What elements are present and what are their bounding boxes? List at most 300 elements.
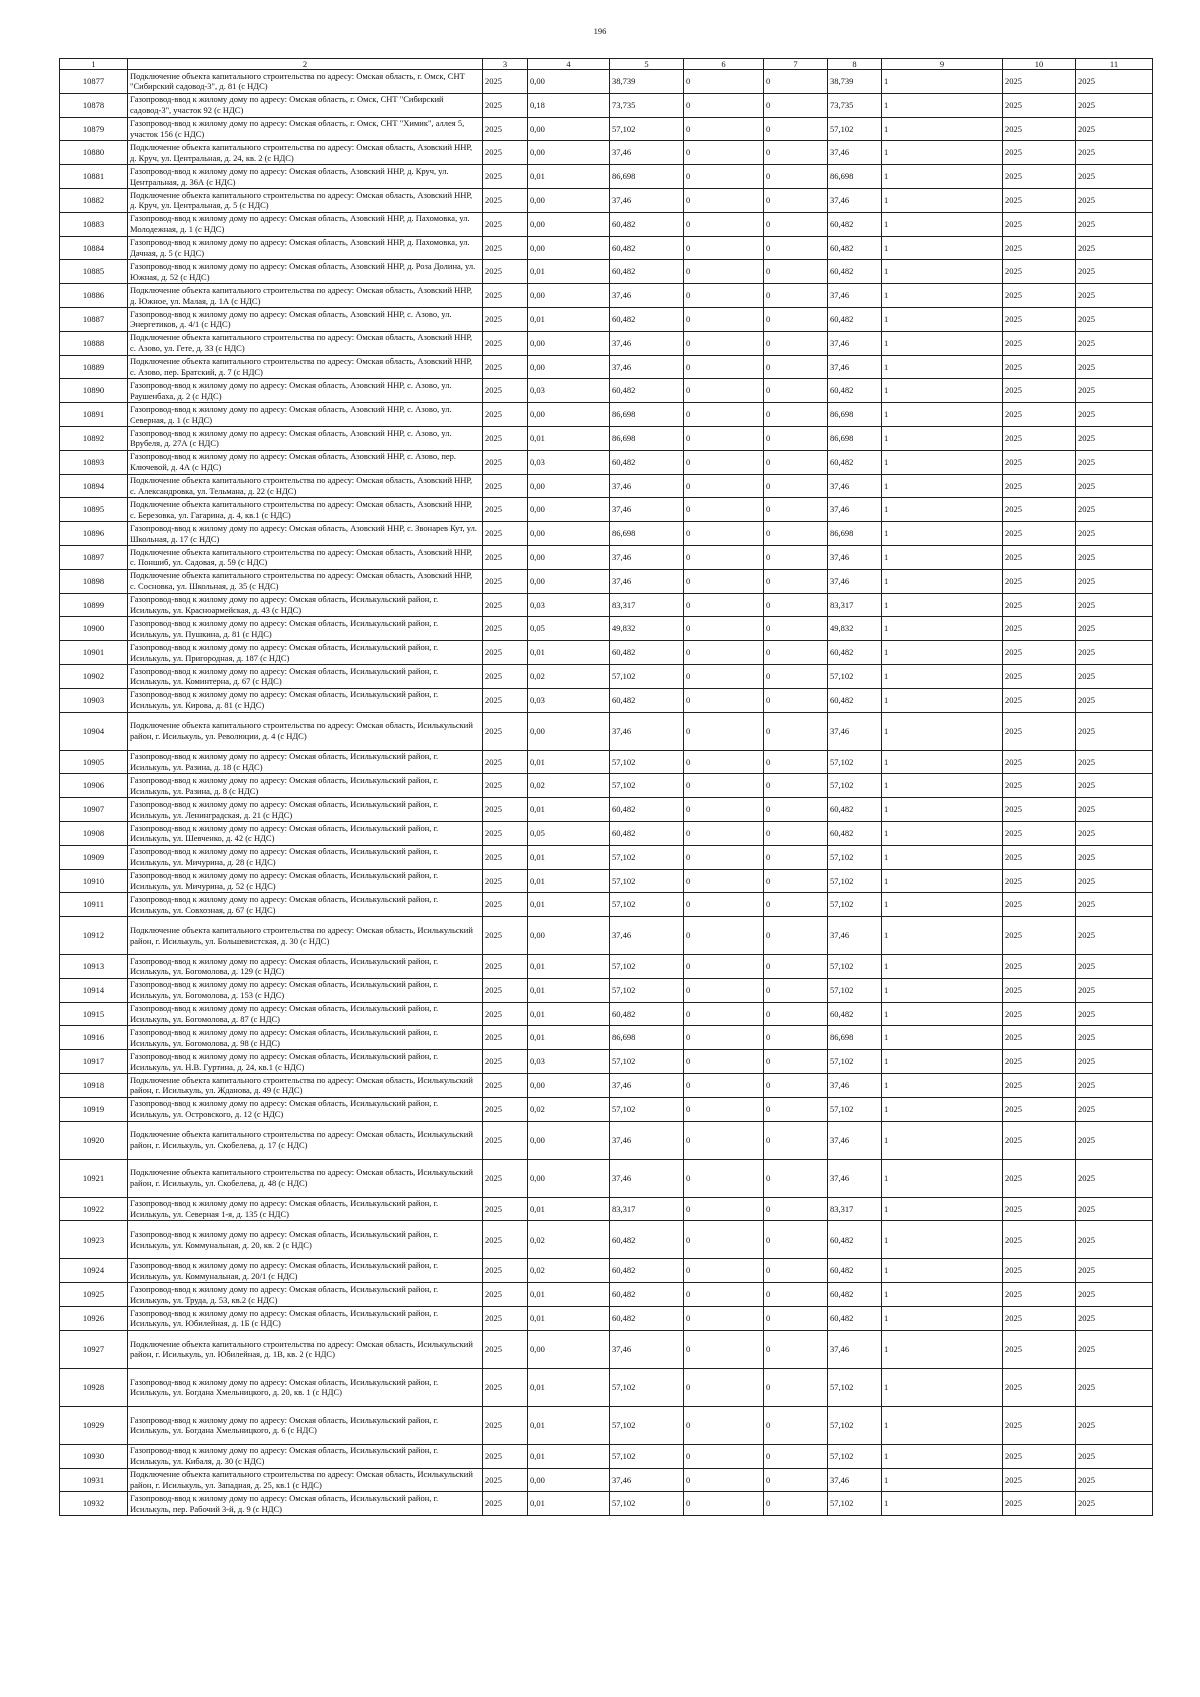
cell-col-3: 2025 [483, 260, 528, 284]
cell-col-5: 57,102 [610, 845, 684, 869]
cell-col-8: 37,46 [828, 1074, 882, 1098]
cell-col-8: 57,102 [828, 1406, 882, 1444]
cell-col-11: 2025 [1076, 70, 1153, 94]
cell-col-11: 2025 [1076, 1002, 1153, 1026]
cell-col-4: 0,01 [528, 1492, 610, 1516]
cell-col-6: 0 [684, 1283, 764, 1307]
cell-description: Газопровод-ввод к жилому дому по адресу: Омская область, Исилькульский район, г. Исилькуль, ул. Совхозная, д. 67 (с НДС) [128, 893, 483, 917]
cell-col-5: 37,46 [610, 474, 684, 498]
cell-col-11: 2025 [1076, 1074, 1153, 1098]
cell-row-id: 10913 [60, 955, 128, 979]
cell-description: Газопровод-ввод к жилому дому по адресу: Омская область, Исилькульский район, г. Исилькуль, ул. Красноармейская, д. 43 (с НДС) [128, 593, 483, 617]
cell-col-5: 57,102 [610, 978, 684, 1002]
cell-row-id: 10910 [60, 869, 128, 893]
cell-col-4: 0,03 [528, 379, 610, 403]
table-row [60, 798, 1153, 822]
cell-row-id: 10901 [60, 641, 128, 665]
cell-col-3: 2025 [483, 1097, 528, 1121]
cell-col-6: 0 [684, 522, 764, 546]
cell-col-3: 2025 [483, 1283, 528, 1307]
cell-col-4: 0,01 [528, 869, 610, 893]
cell-col-11: 2025 [1076, 498, 1153, 522]
cell-row-id: 10924 [60, 1259, 128, 1283]
cell-row-id: 10883 [60, 212, 128, 236]
cell-col-9: 1 [882, 869, 1003, 893]
cell-col-6: 0 [684, 641, 764, 665]
cell-col-7: 0 [764, 978, 828, 1002]
cell-row-id: 10915 [60, 1002, 128, 1026]
cell-description: Подключение объекта капитального строительства по адресу: Омская область, Азовский ННР, с. Александровка, ул. Тельмана, д. 22 (с НДС) [128, 474, 483, 498]
cell-col-8: 60,482 [828, 1259, 882, 1283]
cell-col-11: 2025 [1076, 1097, 1153, 1121]
cell-col-10: 2025 [1003, 93, 1076, 117]
cell-col-6: 0 [684, 188, 764, 212]
cell-col-5: 57,102 [610, 869, 684, 893]
cell-row-id: 10918 [60, 1074, 128, 1098]
cell-col-3: 2025 [483, 284, 528, 308]
cell-description: Газопровод-ввод к жилому дому по адресу: Омская область, Азовский ННР, с. Азово, ул. Энергетиков, д. 4/1 (с НДС) [128, 307, 483, 331]
cell-col-8: 37,46 [828, 712, 882, 750]
cell-col-3: 2025 [483, 712, 528, 750]
cell-col-5: 60,482 [610, 212, 684, 236]
column-header: 1 [60, 59, 128, 70]
cell-col-8: 86,698 [828, 403, 882, 427]
cell-col-4: 0,01 [528, 1002, 610, 1026]
cell-row-id: 10887 [60, 307, 128, 331]
cell-col-10: 2025 [1003, 712, 1076, 750]
cell-col-9: 1 [882, 260, 1003, 284]
cell-col-11: 2025 [1076, 450, 1153, 474]
cell-col-3: 2025 [483, 1259, 528, 1283]
cell-col-8: 73,735 [828, 93, 882, 117]
cell-col-11: 2025 [1076, 307, 1153, 331]
cell-col-6: 0 [684, 1159, 764, 1197]
cell-col-5: 86,698 [610, 1026, 684, 1050]
cell-col-10: 2025 [1003, 1050, 1076, 1074]
cell-description: Подключение объекта капитального строительства по адресу: Омская область, Азовский ННР, д. Круч, ул. Центральная, д. 5 (с НДС) [128, 188, 483, 212]
cell-col-5: 60,482 [610, 1283, 684, 1307]
cell-col-8: 37,46 [828, 1468, 882, 1492]
cell-col-11: 2025 [1076, 821, 1153, 845]
column-header: 11 [1076, 59, 1153, 70]
column-header: 3 [483, 59, 528, 70]
table-row [60, 474, 1153, 498]
cell-col-7: 0 [764, 1097, 828, 1121]
cell-row-id: 10889 [60, 355, 128, 379]
cell-col-3: 2025 [483, 845, 528, 869]
cell-col-10: 2025 [1003, 403, 1076, 427]
cell-description: Газопровод-ввод к жилому дому по адресу: Омская область, Азовский ННР, д. Пахомовка, ул. Молодежная, д. 1 (с НДС) [128, 212, 483, 236]
cell-col-11: 2025 [1076, 1159, 1153, 1197]
cell-col-5: 37,46 [610, 188, 684, 212]
table-row [60, 260, 1153, 284]
cell-row-id: 10885 [60, 260, 128, 284]
cell-col-4: 0,01 [528, 798, 610, 822]
cell-description: Подключение объекта капитального строительства по адресу: Омская область, Азовский ННР, с. Сосновка, ул. Школьная, д. 35 (с НДС) [128, 569, 483, 593]
cell-col-4: 0,01 [528, 1283, 610, 1307]
cell-col-8: 37,46 [828, 188, 882, 212]
cell-col-11: 2025 [1076, 617, 1153, 641]
cell-col-8: 60,482 [828, 641, 882, 665]
column-header: 4 [528, 59, 610, 70]
cell-col-5: 37,46 [610, 712, 684, 750]
cell-col-5: 57,102 [610, 1406, 684, 1444]
cell-description: Подключение объекта капитального строительства по адресу: Омская область, Исилькульский район, г. Исилькуль, ул. Революции, д. 4 (с НДС) [128, 712, 483, 750]
cell-row-id: 10925 [60, 1283, 128, 1307]
cell-col-4: 0,02 [528, 774, 610, 798]
cell-row-id: 10931 [60, 1468, 128, 1492]
cell-col-8: 37,46 [828, 545, 882, 569]
cell-description: Подключение объекта капитального строительства по адресу: Омская область, Азовский ННР, с. Азово, ул. Гете, д. 33 (с НДС) [128, 331, 483, 355]
cell-col-3: 2025 [483, 664, 528, 688]
cell-col-6: 0 [684, 593, 764, 617]
cell-row-id: 10921 [60, 1159, 128, 1197]
cell-col-9: 1 [882, 712, 1003, 750]
cell-col-3: 2025 [483, 212, 528, 236]
column-header: 7 [764, 59, 828, 70]
cell-col-11: 2025 [1076, 688, 1153, 712]
cell-col-7: 0 [764, 869, 828, 893]
cell-row-id: 10893 [60, 450, 128, 474]
cell-col-4: 0,00 [528, 1074, 610, 1098]
cell-col-7: 0 [764, 498, 828, 522]
cell-col-8: 83,317 [828, 1197, 882, 1221]
cell-col-6: 0 [684, 917, 764, 955]
cell-col-10: 2025 [1003, 141, 1076, 165]
cell-col-4: 0,00 [528, 569, 610, 593]
cell-col-11: 2025 [1076, 774, 1153, 798]
cell-col-5: 60,482 [610, 1002, 684, 1026]
cell-col-9: 1 [882, 141, 1003, 165]
cell-col-10: 2025 [1003, 1197, 1076, 1221]
table-row [60, 750, 1153, 774]
cell-col-8: 60,482 [828, 1221, 882, 1259]
cell-col-6: 0 [684, 307, 764, 331]
cell-col-5: 57,102 [610, 1492, 684, 1516]
cell-col-4: 0,02 [528, 1097, 610, 1121]
cell-col-6: 0 [684, 750, 764, 774]
cell-col-5: 60,482 [610, 1307, 684, 1331]
cell-col-4: 0,00 [528, 188, 610, 212]
cell-col-4: 0,01 [528, 1026, 610, 1050]
cell-description: Подключение объекта капитального строительства по адресу: Омская область, Исилькульский район, г. Исилькуль, ул. Юбилейная, д. 1В, кв. 2 (с НДС) [128, 1330, 483, 1368]
cell-col-10: 2025 [1003, 355, 1076, 379]
cell-description: Газопровод-ввод к жилому дому по адресу: Омская область, Исилькульский район, г. Исилькуль, ул. Шевченко, д. 42 (с НДС) [128, 821, 483, 845]
cell-col-11: 2025 [1076, 284, 1153, 308]
cell-col-3: 2025 [483, 498, 528, 522]
cell-col-10: 2025 [1003, 212, 1076, 236]
cell-col-9: 1 [882, 545, 1003, 569]
cell-col-4: 0,00 [528, 1468, 610, 1492]
table-row [60, 355, 1153, 379]
cell-col-4: 0,00 [528, 284, 610, 308]
cell-col-6: 0 [684, 798, 764, 822]
table-row [60, 498, 1153, 522]
table-row [60, 1074, 1153, 1098]
cell-col-11: 2025 [1076, 1307, 1153, 1331]
cell-col-3: 2025 [483, 1002, 528, 1026]
cell-col-8: 49,832 [828, 617, 882, 641]
cell-col-3: 2025 [483, 1159, 528, 1197]
cell-col-10: 2025 [1003, 188, 1076, 212]
cell-col-6: 0 [684, 426, 764, 450]
cell-col-7: 0 [764, 821, 828, 845]
cell-row-id: 10891 [60, 403, 128, 427]
cell-col-8: 57,102 [828, 1097, 882, 1121]
cell-row-id: 10898 [60, 569, 128, 593]
cell-col-3: 2025 [483, 1050, 528, 1074]
cell-col-8: 37,46 [828, 355, 882, 379]
cell-col-4: 0,00 [528, 403, 610, 427]
cell-col-7: 0 [764, 664, 828, 688]
cell-col-5: 37,46 [610, 1121, 684, 1159]
cell-col-4: 0,00 [528, 331, 610, 355]
cell-col-4: 0,00 [528, 70, 610, 94]
cell-col-5: 57,102 [610, 664, 684, 688]
cell-col-5: 37,46 [610, 1330, 684, 1368]
page-number: 196 [593, 26, 607, 36]
cell-col-3: 2025 [483, 798, 528, 822]
cell-col-8: 60,482 [828, 1002, 882, 1026]
cell-col-9: 1 [882, 750, 1003, 774]
cell-col-7: 0 [764, 522, 828, 546]
cell-description: Газопровод-ввод к жилому дому по адресу: Омская область, Исилькульский район, г. Исилькуль, ул. Богомолова, д. 98 (с НДС) [128, 1026, 483, 1050]
cell-col-4: 0,00 [528, 117, 610, 141]
cell-col-3: 2025 [483, 1406, 528, 1444]
cell-col-10: 2025 [1003, 450, 1076, 474]
cell-col-11: 2025 [1076, 1197, 1153, 1221]
cell-col-10: 2025 [1003, 593, 1076, 617]
cell-col-3: 2025 [483, 117, 528, 141]
cell-col-9: 1 [882, 1330, 1003, 1368]
cell-col-9: 1 [882, 426, 1003, 450]
cell-row-id: 10930 [60, 1444, 128, 1468]
table-row [60, 212, 1153, 236]
cell-description: Газопровод-ввод к жилому дому по адресу: Омская область, Азовский ННР, с. Звонарев Кут, ул. Школьная, д. 17 (с НДС) [128, 522, 483, 546]
cell-col-8: 37,46 [828, 569, 882, 593]
cell-col-7: 0 [764, 141, 828, 165]
cell-col-10: 2025 [1003, 617, 1076, 641]
column-header: 9 [882, 59, 1003, 70]
cell-col-3: 2025 [483, 617, 528, 641]
table-row [60, 664, 1153, 688]
cell-col-3: 2025 [483, 688, 528, 712]
cell-col-4: 0,01 [528, 1197, 610, 1221]
cell-row-id: 10877 [60, 70, 128, 94]
cell-col-11: 2025 [1076, 893, 1153, 917]
cell-col-11: 2025 [1076, 845, 1153, 869]
cell-col-10: 2025 [1003, 1406, 1076, 1444]
cell-col-6: 0 [684, 664, 764, 688]
cell-col-11: 2025 [1076, 117, 1153, 141]
cell-col-7: 0 [764, 1368, 828, 1406]
cell-col-3: 2025 [483, 522, 528, 546]
table-row [60, 845, 1153, 869]
cell-col-4: 0,18 [528, 93, 610, 117]
cell-col-11: 2025 [1076, 1406, 1153, 1444]
cell-col-7: 0 [764, 617, 828, 641]
cell-row-id: 10917 [60, 1050, 128, 1074]
cell-col-10: 2025 [1003, 1307, 1076, 1331]
cell-col-11: 2025 [1076, 141, 1153, 165]
cell-col-6: 0 [684, 284, 764, 308]
cell-col-6: 0 [684, 331, 764, 355]
cell-col-7: 0 [764, 165, 828, 189]
cell-col-3: 2025 [483, 165, 528, 189]
cell-col-11: 2025 [1076, 664, 1153, 688]
cell-description: Газопровод-ввод к жилому дому по адресу: Омская область, Исилькульский район, г. Исилькуль, ул. Пушкина, д. 81 (с НДС) [128, 617, 483, 641]
cell-col-9: 1 [882, 331, 1003, 355]
cell-col-7: 0 [764, 1074, 828, 1098]
cell-col-6: 0 [684, 1406, 764, 1444]
cell-col-3: 2025 [483, 1221, 528, 1259]
cell-description: Газопровод-ввод к жилому дому по адресу: Омская область, Исилькульский район, г. Исилькуль, ул. Мичурина, д. 52 (с НДС) [128, 869, 483, 893]
table-row [60, 978, 1153, 1002]
cell-description: Подключение объекта капитального строительства по адресу: Омская область, Азовский ННР, д. Южное, ул. Малая, д. 1А (с НДС) [128, 284, 483, 308]
table-row [60, 1002, 1153, 1026]
cell-description: Газопровод-ввод к жилому дому по адресу: Омская область, Исилькульский район, г. Исилькуль, ул. Кибаля, д. 30 (с НДС) [128, 1444, 483, 1468]
cell-col-4: 0,01 [528, 1444, 610, 1468]
cell-description: Газопровод-ввод к жилому дому по адресу: Омская область, Исилькульский район, г. Исилькуль, ул. Разина, д. 18 (с НДС) [128, 750, 483, 774]
cell-col-10: 2025 [1003, 955, 1076, 979]
cell-col-4: 0,01 [528, 165, 610, 189]
cell-row-id: 10926 [60, 1307, 128, 1331]
cell-row-id: 10890 [60, 379, 128, 403]
cell-col-3: 2025 [483, 379, 528, 403]
cell-col-4: 0,01 [528, 1307, 610, 1331]
cell-col-5: 83,317 [610, 593, 684, 617]
cell-col-7: 0 [764, 1197, 828, 1221]
cell-col-7: 0 [764, 593, 828, 617]
cell-col-10: 2025 [1003, 774, 1076, 798]
cell-row-id: 10886 [60, 284, 128, 308]
cell-col-5: 60,482 [610, 688, 684, 712]
table-row [60, 1468, 1153, 1492]
cell-col-6: 0 [684, 845, 764, 869]
cell-row-id: 10902 [60, 664, 128, 688]
cell-col-7: 0 [764, 1444, 828, 1468]
cell-col-9: 1 [882, 978, 1003, 1002]
cell-description: Подключение объекта капитального строительства по адресу: Омская область, Азовский ННР, с. Поншиб, ул. Садовая, д. 59 (с НДС) [128, 545, 483, 569]
cell-col-5: 57,102 [610, 750, 684, 774]
cell-col-10: 2025 [1003, 117, 1076, 141]
cell-col-9: 1 [882, 212, 1003, 236]
investment-table [59, 58, 1153, 1516]
cell-description: Газопровод-ввод к жилому дому по адресу: Омская область, Исилькульский район, г. Исилькуль, пер. Рабочий 3-й, д. 9 (с НДС) [128, 1492, 483, 1516]
cell-col-8: 60,482 [828, 236, 882, 260]
cell-col-6: 0 [684, 1121, 764, 1159]
cell-col-4: 0,00 [528, 141, 610, 165]
cell-col-9: 1 [882, 1307, 1003, 1331]
cell-col-9: 1 [882, 379, 1003, 403]
cell-col-9: 1 [882, 798, 1003, 822]
cell-col-5: 37,46 [610, 1468, 684, 1492]
cell-col-9: 1 [882, 117, 1003, 141]
cell-col-7: 0 [764, 188, 828, 212]
cell-col-4: 0,00 [528, 1330, 610, 1368]
cell-col-9: 1 [882, 1159, 1003, 1197]
cell-row-id: 10920 [60, 1121, 128, 1159]
cell-col-9: 1 [882, 165, 1003, 189]
cell-col-6: 0 [684, 379, 764, 403]
cell-description: Газопровод-ввод к жилому дому по адресу: Омская область, Азовский ННР, с. Азово, пер. Ключевой, д. 4А (с НДС) [128, 450, 483, 474]
cell-col-8: 86,698 [828, 1026, 882, 1050]
cell-col-9: 1 [882, 1444, 1003, 1468]
cell-row-id: 10928 [60, 1368, 128, 1406]
table-row [60, 917, 1153, 955]
cell-description: Газопровод-ввод к жилому дому по адресу: Омская область, Азовский ННР, д. Пахомовка, ул. Дачная, д. 5 (с НДС) [128, 236, 483, 260]
cell-col-9: 1 [882, 893, 1003, 917]
cell-col-7: 0 [764, 641, 828, 665]
cell-col-3: 2025 [483, 1492, 528, 1516]
cell-col-11: 2025 [1076, 750, 1153, 774]
cell-col-10: 2025 [1003, 1283, 1076, 1307]
cell-col-11: 2025 [1076, 165, 1153, 189]
table-row [60, 1444, 1153, 1468]
cell-col-6: 0 [684, 1221, 764, 1259]
cell-col-3: 2025 [483, 821, 528, 845]
table-row [60, 307, 1153, 331]
cell-row-id: 10908 [60, 821, 128, 845]
cell-col-11: 2025 [1076, 403, 1153, 427]
cell-col-7: 0 [764, 1283, 828, 1307]
cell-col-11: 2025 [1076, 569, 1153, 593]
cell-col-7: 0 [764, 1159, 828, 1197]
cell-row-id: 10897 [60, 545, 128, 569]
table-row [60, 284, 1153, 308]
cell-col-11: 2025 [1076, 1050, 1153, 1074]
cell-col-7: 0 [764, 712, 828, 750]
cell-col-9: 1 [882, 688, 1003, 712]
cell-col-6: 0 [684, 1026, 764, 1050]
table-row [60, 569, 1153, 593]
cell-col-5: 57,102 [610, 117, 684, 141]
cell-col-9: 1 [882, 355, 1003, 379]
cell-col-7: 0 [764, 545, 828, 569]
cell-description: Подключение объекта капитального строительства по адресу: Омская область, Исилькульский район, г. Исилькуль, ул. Скобелева, д. 48 (с НДС) [128, 1159, 483, 1197]
cell-col-6: 0 [684, 1368, 764, 1406]
cell-col-3: 2025 [483, 1307, 528, 1331]
cell-row-id: 10932 [60, 1492, 128, 1516]
cell-col-5: 60,482 [610, 236, 684, 260]
cell-col-5: 60,482 [610, 798, 684, 822]
table-row [60, 1368, 1153, 1406]
cell-col-11: 2025 [1076, 978, 1153, 1002]
cell-col-3: 2025 [483, 450, 528, 474]
cell-col-6: 0 [684, 355, 764, 379]
cell-col-4: 0,00 [528, 355, 610, 379]
cell-col-8: 60,482 [828, 821, 882, 845]
cell-col-9: 1 [882, 569, 1003, 593]
cell-col-11: 2025 [1076, 212, 1153, 236]
cell-col-4: 0,01 [528, 260, 610, 284]
table-row [60, 165, 1153, 189]
cell-row-id: 10880 [60, 141, 128, 165]
cell-col-7: 0 [764, 1002, 828, 1026]
table-row [60, 426, 1153, 450]
cell-col-4: 0,00 [528, 545, 610, 569]
cell-col-6: 0 [684, 1307, 764, 1331]
cell-description: Газопровод-ввод к жилому дому по адресу: Омская область, Исилькульский район, г. Исилькуль, ул. Мичурина, д. 28 (с НДС) [128, 845, 483, 869]
cell-col-11: 2025 [1076, 474, 1153, 498]
cell-description: Газопровод-ввод к жилому дому по адресу: Омская область, Исилькульский район, г. Исилькуль, ул. Ленинградская, д. 21 (с НДС) [128, 798, 483, 822]
cell-col-4: 0,00 [528, 1159, 610, 1197]
cell-col-5: 38,739 [610, 70, 684, 94]
cell-row-id: 10914 [60, 978, 128, 1002]
cell-col-5: 86,698 [610, 403, 684, 427]
cell-col-3: 2025 [483, 1197, 528, 1221]
cell-row-id: 10907 [60, 798, 128, 822]
